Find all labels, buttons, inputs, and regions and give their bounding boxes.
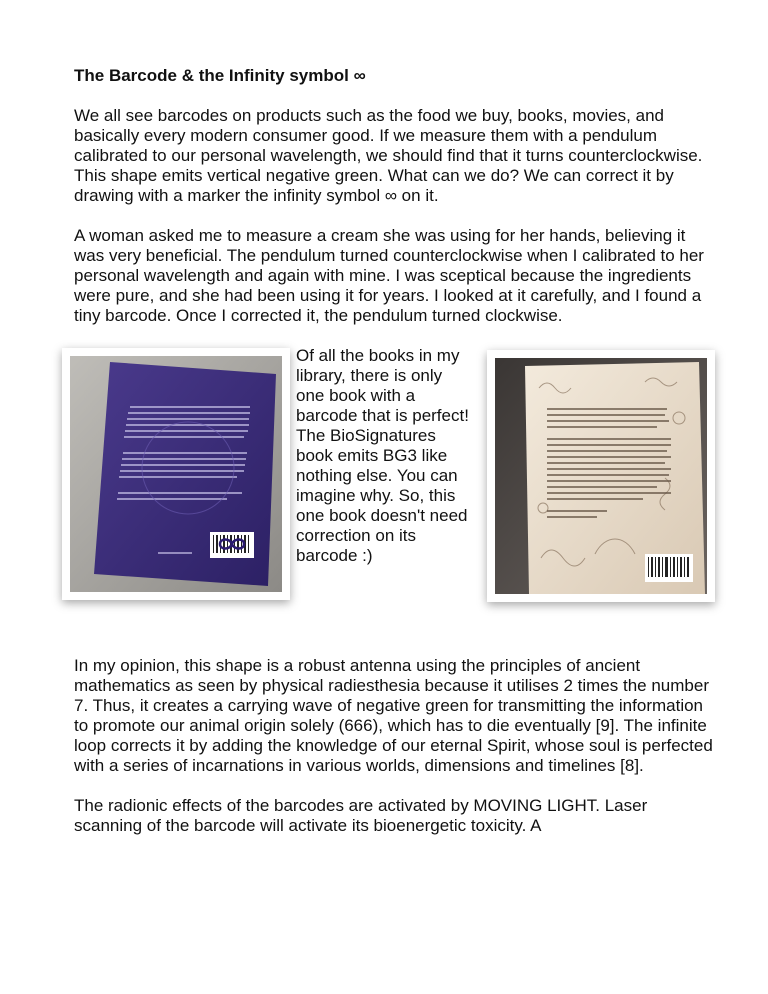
page-heading: The Barcode & the Infinity symbol ∞ xyxy=(74,66,366,85)
paragraph-2: A woman asked me to measure a cream she was using for her hands, believing it was very beneficial. The pendulum turned counterclockwise when I calibrated to her personal wavelength and again with mine. I was sceptical because the ingredients were pure, and she had been using it for years. I looked at it carefully, and I found a tiny barcode. Once I corrected it, the pendulum turned clockwise. xyxy=(74,226,704,325)
paragraph-3: In my opinion, this shape is a robust antenna using the principles of ancient mathematics as seen by physical radiesthesia because it utilises 2 times the number 7. Thus, it creates a carrying wave of negative green for transmitting the information to promote our animal origin solely (666), which has to die eventually [9]. The infinite loop corrects it by adding the knowledge of our eternal Spirit, whose soul is perfected with a series of incarnations in various worlds, dimensions and timelines [8]. xyxy=(74,656,713,775)
cream-book-back-cover-photo-icon xyxy=(495,358,707,594)
photo-caption: Of all the books in my library, there is only one book with a barcode that is perfect! The BioSignatures book emits BG3 like nothing else. You can imagine why. So, this one book doesn't need correction on its barcode :) xyxy=(296,346,469,565)
paragraph-4: The radionic effects of the barcodes are activated by MOVING LIGHT. Laser scanning of the barcode will activate its bioenergetic toxicity. A xyxy=(74,796,648,835)
purple-book-back-cover-photo-icon xyxy=(70,356,282,592)
photo-row xyxy=(74,346,714,636)
cream-book-photo xyxy=(487,350,715,602)
document-page xyxy=(74,66,714,856)
purple-book-photo xyxy=(62,348,290,600)
paragraph-1: We all see barcodes on products such as the food we buy, books, movies, and basically every modern consumer good. If we measure them with a pendulum calibrated to our personal wavelength, we should find that it turns counterclockwise. This shape emits vertical negative green. What can we do? We can correct it by drawing with a marker the infinity symbol ∞ on it. xyxy=(74,106,703,205)
